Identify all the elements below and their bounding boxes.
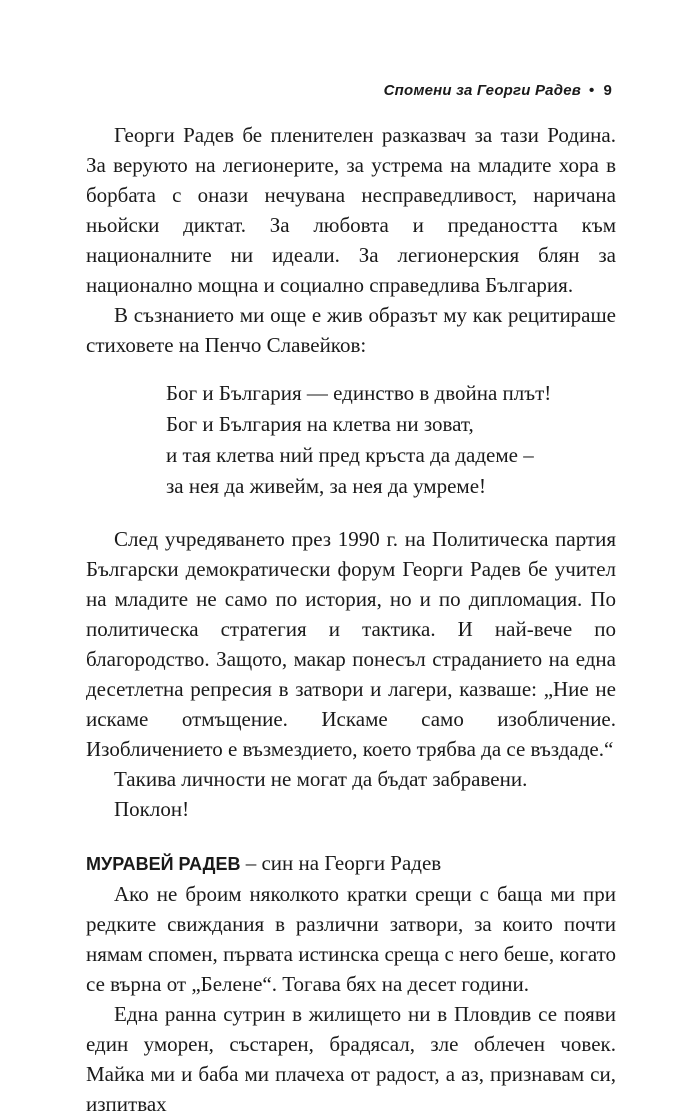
verse-line: за нея да живейм, за нея да умреме! — [166, 474, 487, 498]
paragraph: Георги Радев бе пленителен разказвач за тази Родина. За веруюто на легионерите, за устрема на младите хора в борбата с онази нечувана несправедливост, наричана ньойски диктат. За любовта и предаността към националните ни идеали. За легионерския блян за национално мощна и социално справедлива България. — [86, 123, 616, 297]
paragraph: След учредяването през 1990 г. на Политическа партия Български демократически форум Георги Радев бе учител на младите не само по история, но и по дипломация. По политическа стратегия и тактика. И най-вече по благородство. Защото, макар понесъл страданието на една десетлетна репресия в затвори и лагери, казваше: „Ние не искаме отмъщение. Искаме само изобличение. Изобличението е възмездието, което трябва да се въздаде.“ — [86, 527, 616, 761]
paragraph: Ако не броим няколкото кратки срещи с баща ми при редките свиждания в различни затвори, за които почти нямам спомен, първата истинска среща с него беше, когато се върна от „Белене“. Тогава бях на десет години. — [86, 882, 616, 996]
running-head-bullet: • — [589, 82, 595, 99]
running-head-title: Спомени за Георги Радев — [383, 82, 581, 99]
paragraph: В съзнанието ми още е жив образът му как рецитираше стиховете на Пенчо Славейков: — [86, 303, 616, 357]
verse-line: и тая клетва ний пред кръста да дадеме – — [166, 443, 534, 467]
page-body — [86, 120, 616, 1119]
paragraph: Поклон! — [114, 797, 190, 821]
running-head — [384, 82, 612, 99]
paragraph: Такива личности не могат да бъдат забравени. — [114, 767, 528, 791]
paragraph: Една ранна сутрин в жилището ни в Пловдив се появи един уморен, състарен, брадясал, зле облечен човек. Майка ми и баба ми плачеха от радост, а аз, признавам си, изпитвах — [86, 1002, 616, 1116]
speaker-name: МУРАВЕЙ РАДЕВ — [86, 854, 241, 874]
verse-line: Бог и България на клетва ни зоват, — [166, 412, 474, 436]
section-heading — [86, 848, 616, 879]
page-number: 9 — [603, 82, 612, 99]
speaker-note: – син на Георги Радев — [240, 851, 442, 875]
verse-quote — [166, 378, 616, 502]
verse-line: Бог и България — единство в двойна плът! — [166, 381, 552, 405]
